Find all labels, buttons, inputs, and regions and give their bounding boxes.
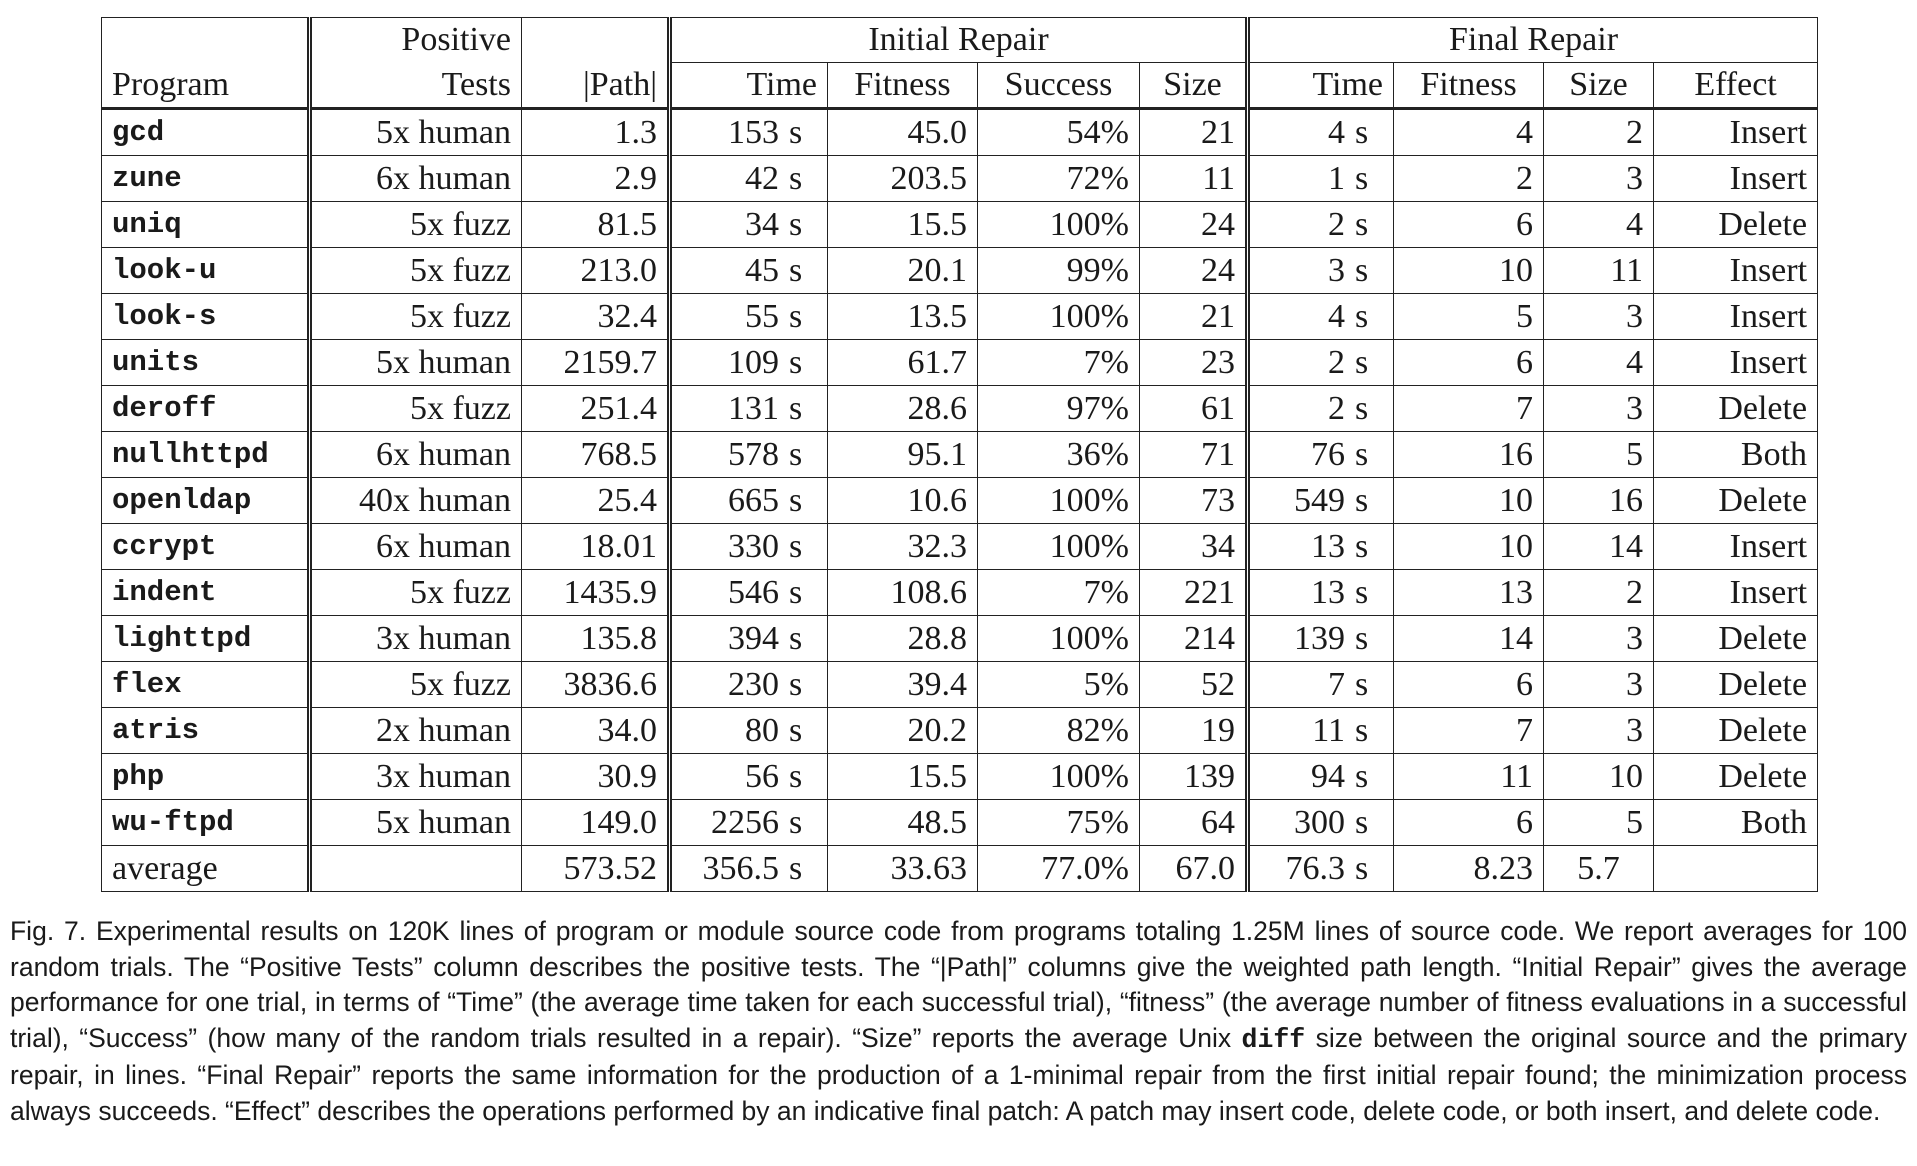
cell-initial-time-value: 330 xyxy=(728,527,779,565)
cell-path: 213.0 xyxy=(522,248,670,294)
cell-path: 2.9 xyxy=(522,156,670,202)
cell-average-initial-size: 67.0 xyxy=(1140,846,1248,892)
cell-final-size: 3 xyxy=(1544,386,1654,432)
cell-final-time-unit: s xyxy=(1355,113,1369,151)
cell-positive-tests: 6x human xyxy=(310,156,522,202)
cell-effect: Insert xyxy=(1654,156,1818,202)
cell-initial-time xyxy=(670,202,828,248)
cell-final-time-unit: s xyxy=(1355,757,1369,795)
cell-path: 25.4 xyxy=(522,478,670,524)
cell-final-time-value: 7 xyxy=(1328,665,1346,703)
cell-effect: Delete xyxy=(1654,662,1818,708)
cell-effect: Insert xyxy=(1654,524,1818,570)
cell-initial-fitness: 39.4 xyxy=(828,662,978,708)
header-initial-success: Success xyxy=(978,63,1140,109)
cell-initial-time-unit: s xyxy=(789,251,803,289)
cell-initial-time-value: 153 xyxy=(728,113,779,151)
cell-positive-tests: 5x fuzz xyxy=(310,570,522,616)
cell-average-final-time xyxy=(1248,846,1394,892)
cell-final-time-value: 76 xyxy=(1311,435,1346,473)
cell-initial-size: 61 xyxy=(1140,386,1248,432)
cell-final-fitness: 6 xyxy=(1394,202,1544,248)
cell-path: 2159.7 xyxy=(522,340,670,386)
cell-initial-size: 19 xyxy=(1140,708,1248,754)
cell-program: indent xyxy=(102,570,310,616)
cell-initial-success: 99% xyxy=(978,248,1140,294)
cell-path: 135.8 xyxy=(522,616,670,662)
cell-final-size: 16 xyxy=(1544,478,1654,524)
cell-initial-time-unit: s xyxy=(789,573,803,611)
cell-initial-success: 75% xyxy=(978,800,1140,846)
cell-initial-time-value: 2256 xyxy=(711,803,779,841)
cell-initial-success: 7% xyxy=(978,570,1140,616)
cell-initial-success: 100% xyxy=(978,754,1140,800)
cell-initial-time-unit: s xyxy=(789,527,803,565)
cell-path: 1435.9 xyxy=(522,570,670,616)
cell-final-time xyxy=(1248,340,1394,386)
cell-final-size: 2 xyxy=(1544,570,1654,616)
cell-average-initial-fitness: 33.63 xyxy=(828,846,978,892)
cell-initial-time xyxy=(670,754,828,800)
cell-final-time xyxy=(1248,386,1394,432)
cell-final-size: 5 xyxy=(1544,800,1654,846)
cell-average-tests xyxy=(310,846,522,892)
cell-final-time-value: 94 xyxy=(1311,757,1346,795)
cell-final-time-unit: s xyxy=(1355,573,1369,611)
table-row xyxy=(102,109,1818,156)
cell-initial-time-value: 578 xyxy=(728,435,779,473)
cell-initial-size: 139 xyxy=(1140,754,1248,800)
cell-initial-success: 36% xyxy=(978,432,1140,478)
table-row xyxy=(102,570,1818,616)
cell-initial-fitness: 28.8 xyxy=(828,616,978,662)
cell-initial-success: 100% xyxy=(978,294,1140,340)
cell-initial-time xyxy=(670,662,828,708)
cell-initial-fitness: 48.5 xyxy=(828,800,978,846)
cell-final-time xyxy=(1248,248,1394,294)
cell-final-size: 11 xyxy=(1544,248,1654,294)
cell-final-time-unit: s xyxy=(1355,711,1369,749)
cell-final-time-value: 1 xyxy=(1328,159,1346,197)
cell-final-fitness: 6 xyxy=(1394,662,1544,708)
cell-initial-time xyxy=(670,708,828,754)
cell-initial-time xyxy=(670,524,828,570)
cell-program: zune xyxy=(102,156,310,202)
cell-final-size: 5 xyxy=(1544,432,1654,478)
results-table-container xyxy=(101,17,1817,892)
cell-initial-time xyxy=(670,800,828,846)
cell-initial-fitness: 28.6 xyxy=(828,386,978,432)
cell-program: lighttpd xyxy=(102,616,310,662)
cell-positive-tests: 5x fuzz xyxy=(310,202,522,248)
cell-initial-size: 221 xyxy=(1140,570,1248,616)
cell-path: 1.3 xyxy=(522,109,670,156)
cell-final-time-unit: s xyxy=(1355,619,1369,657)
cell-initial-time xyxy=(670,432,828,478)
cell-program: nullhttpd xyxy=(102,432,310,478)
header-effect: Effect xyxy=(1654,63,1818,109)
cell-effect: Insert xyxy=(1654,340,1818,386)
cell-final-fitness: 13 xyxy=(1394,570,1544,616)
cell-initial-fitness: 15.5 xyxy=(828,754,978,800)
cell-initial-time xyxy=(670,294,828,340)
cell-initial-time-unit: s xyxy=(789,297,803,335)
cell-positive-tests: 5x human xyxy=(310,800,522,846)
cell-initial-success: 100% xyxy=(978,524,1140,570)
cell-final-fitness: 11 xyxy=(1394,754,1544,800)
cell-average-final-time-value: 76.3 xyxy=(1285,849,1346,887)
cell-initial-fitness: 20.2 xyxy=(828,708,978,754)
cell-initial-success: 7% xyxy=(978,340,1140,386)
table-row-average xyxy=(102,846,1818,892)
cell-initial-time xyxy=(670,109,828,156)
cell-final-time-unit: s xyxy=(1355,481,1369,519)
cell-positive-tests: 2x human xyxy=(310,708,522,754)
cell-final-time xyxy=(1248,294,1394,340)
cell-final-fitness: 4 xyxy=(1394,109,1544,156)
cell-final-size: 14 xyxy=(1544,524,1654,570)
cell-final-time-value: 2 xyxy=(1328,343,1346,381)
cell-initial-fitness: 15.5 xyxy=(828,202,978,248)
results-table xyxy=(101,17,1818,892)
cell-final-time xyxy=(1248,570,1394,616)
cell-positive-tests: 3x human xyxy=(310,754,522,800)
table-row xyxy=(102,662,1818,708)
cell-program: wu-ftpd xyxy=(102,800,310,846)
cell-initial-fitness: 20.1 xyxy=(828,248,978,294)
cell-initial-size: 214 xyxy=(1140,616,1248,662)
header-initial-repair: Initial Repair xyxy=(670,18,1248,63)
cell-effect: Delete xyxy=(1654,478,1818,524)
cell-initial-time xyxy=(670,570,828,616)
figure-caption xyxy=(10,914,1907,1129)
cell-initial-time-value: 109 xyxy=(728,343,779,381)
cell-initial-time xyxy=(670,248,828,294)
cell-final-time-value: 4 xyxy=(1328,297,1346,335)
header-path: |Path| xyxy=(522,63,670,109)
cell-initial-time-value: 665 xyxy=(728,481,779,519)
cell-program: ccrypt xyxy=(102,524,310,570)
cell-initial-fitness: 10.6 xyxy=(828,478,978,524)
cell-final-time-unit: s xyxy=(1355,297,1369,335)
cell-initial-time-unit: s xyxy=(789,389,803,427)
cell-initial-size: 73 xyxy=(1140,478,1248,524)
cell-initial-time-value: 131 xyxy=(728,389,779,427)
cell-initial-time-unit: s xyxy=(789,619,803,657)
cell-final-fitness: 10 xyxy=(1394,478,1544,524)
cell-initial-time-value: 394 xyxy=(728,619,779,657)
cell-program: openldap xyxy=(102,478,310,524)
cell-initial-success: 100% xyxy=(978,616,1140,662)
cell-path: 149.0 xyxy=(522,800,670,846)
cell-initial-time-unit: s xyxy=(789,757,803,795)
cell-program: flex xyxy=(102,662,310,708)
table-row xyxy=(102,800,1818,846)
cell-initial-size: 11 xyxy=(1140,156,1248,202)
cell-final-time-unit: s xyxy=(1355,803,1369,841)
cell-positive-tests: 5x fuzz xyxy=(310,248,522,294)
cell-final-size: 3 xyxy=(1544,294,1654,340)
header-row-groups xyxy=(102,18,1818,63)
header-initial-size: Size xyxy=(1140,63,1248,109)
cell-final-fitness: 6 xyxy=(1394,340,1544,386)
cell-initial-time-value: 80 xyxy=(745,711,779,749)
cell-initial-time xyxy=(670,156,828,202)
cell-final-size: 10 xyxy=(1544,754,1654,800)
cell-final-time xyxy=(1248,109,1394,156)
cell-initial-time-unit: s xyxy=(789,435,803,473)
cell-initial-time xyxy=(670,386,828,432)
cell-initial-time-unit: s xyxy=(789,113,803,151)
cell-effect: Insert xyxy=(1654,109,1818,156)
cell-final-time-unit: s xyxy=(1355,527,1369,565)
cell-final-time xyxy=(1248,800,1394,846)
cell-final-time-value: 549 xyxy=(1294,481,1346,519)
cell-final-time-value: 2 xyxy=(1328,389,1346,427)
cell-initial-fitness: 13.5 xyxy=(828,294,978,340)
cell-final-size: 3 xyxy=(1544,708,1654,754)
table-row xyxy=(102,386,1818,432)
header-final-size: Size xyxy=(1544,63,1654,109)
cell-initial-time xyxy=(670,616,828,662)
cell-final-fitness: 16 xyxy=(1394,432,1544,478)
cell-initial-size: 23 xyxy=(1140,340,1248,386)
header-program-top xyxy=(102,18,310,63)
cell-initial-time-value: 45 xyxy=(745,251,779,289)
cell-initial-size: 21 xyxy=(1140,109,1248,156)
cell-initial-size: 21 xyxy=(1140,294,1248,340)
cell-final-time-unit: s xyxy=(1355,159,1369,197)
cell-final-time-value: 13 xyxy=(1311,573,1346,611)
table-row xyxy=(102,708,1818,754)
header-program: Program xyxy=(102,63,310,109)
cell-path: 81.5 xyxy=(522,202,670,248)
header-final-time: Time xyxy=(1248,63,1394,109)
cell-initial-success: 5% xyxy=(978,662,1140,708)
cell-final-fitness: 6 xyxy=(1394,800,1544,846)
cell-initial-time-value: 56 xyxy=(745,757,779,795)
header-initial-time: Time xyxy=(670,63,828,109)
cell-initial-time-value: 34 xyxy=(745,205,779,243)
cell-positive-tests: 6x human xyxy=(310,524,522,570)
cell-final-size: 4 xyxy=(1544,340,1654,386)
cell-initial-success: 54% xyxy=(978,109,1140,156)
cell-final-time-unit: s xyxy=(1355,665,1369,703)
cell-path: 18.01 xyxy=(522,524,670,570)
cell-final-time xyxy=(1248,478,1394,524)
cell-final-size: 3 xyxy=(1544,156,1654,202)
table-row xyxy=(102,294,1818,340)
cell-effect: Both xyxy=(1654,800,1818,846)
header-final-fitness: Fitness xyxy=(1394,63,1544,109)
cell-final-time xyxy=(1248,754,1394,800)
cell-initial-time xyxy=(670,340,828,386)
cell-initial-success: 72% xyxy=(978,156,1140,202)
cell-final-fitness: 7 xyxy=(1394,708,1544,754)
cell-final-time xyxy=(1248,662,1394,708)
cell-initial-time xyxy=(670,478,828,524)
cell-initial-fitness: 61.7 xyxy=(828,340,978,386)
cell-program: look-s xyxy=(102,294,310,340)
cell-final-time-value: 3 xyxy=(1328,251,1346,289)
table-row xyxy=(102,156,1818,202)
cell-average-path: 573.52 xyxy=(522,846,670,892)
cell-initial-success: 97% xyxy=(978,386,1140,432)
cell-final-time-unit: s xyxy=(1355,251,1369,289)
cell-final-time-unit: s xyxy=(1355,435,1369,473)
cell-initial-fitness: 108.6 xyxy=(828,570,978,616)
cell-initial-success: 100% xyxy=(978,478,1140,524)
cell-final-time-value: 13 xyxy=(1311,527,1346,565)
caption-text-2: size between the original source and the primary repair, in lines. “Final Repair” reports the same information for the production of a 1-minimal repair from the first initial repair found; the minimization process always succeeds. “Effect” describes the operations performed by an indicative final patch: A patch may insert code, delete code, or both insert, and delete code. xyxy=(10,1022,1907,1126)
cell-initial-time-value: 42 xyxy=(745,159,779,197)
cell-final-time-unit: s xyxy=(1355,389,1369,427)
cell-effect: Delete xyxy=(1654,754,1818,800)
cell-average-initial-time xyxy=(670,846,828,892)
cell-positive-tests: 5x fuzz xyxy=(310,294,522,340)
header-row-columns xyxy=(102,63,1818,109)
cell-average-final-fitness: 8.23 xyxy=(1394,846,1544,892)
cell-initial-size: 24 xyxy=(1140,202,1248,248)
cell-initial-time-value: 230 xyxy=(728,665,779,703)
cell-initial-size: 34 xyxy=(1140,524,1248,570)
cell-initial-time-unit: s xyxy=(789,343,803,381)
header-path-top xyxy=(522,18,670,63)
cell-initial-fitness: 95.1 xyxy=(828,432,978,478)
cell-initial-success: 100% xyxy=(978,202,1140,248)
cell-final-time xyxy=(1248,202,1394,248)
cell-final-time xyxy=(1248,156,1394,202)
cell-initial-fitness: 45.0 xyxy=(828,109,978,156)
cell-effect: Insert xyxy=(1654,248,1818,294)
cell-effect: Insert xyxy=(1654,294,1818,340)
cell-path: 30.9 xyxy=(522,754,670,800)
cell-effect: Delete xyxy=(1654,616,1818,662)
cell-program: uniq xyxy=(102,202,310,248)
cell-effect: Delete xyxy=(1654,708,1818,754)
cell-initial-time-value: 546 xyxy=(728,573,779,611)
cell-path: 251.4 xyxy=(522,386,670,432)
cell-final-time xyxy=(1248,432,1394,478)
cell-final-time-unit: s xyxy=(1355,205,1369,243)
caption-code-diff: diff xyxy=(1241,1024,1306,1055)
cell-final-time xyxy=(1248,708,1394,754)
cell-positive-tests: 5x fuzz xyxy=(310,662,522,708)
caption-text-1: Fig. 7. Experimental results on 120K lines of program or module source code from programs totaling 1.25M lines of source code. We report averages for 100 random trials. The “Positive Tests” column describes the positive tests. The “|Path|” columns give the weighted path length. “Initial Repair” gives the average performance for one trial, in terms of “Time” (the average time taken for each successful trial), “fitness” (the average number of fitness evaluations in a successful trial), “Success” (how many of the random trials resulted in a repair). “Size” reports the average Unix xyxy=(10,916,1907,1053)
cell-initial-size: 52 xyxy=(1140,662,1248,708)
cell-positive-tests: 5x fuzz xyxy=(310,386,522,432)
cell-positive-tests: 5x human xyxy=(310,340,522,386)
cell-program: units xyxy=(102,340,310,386)
cell-initial-size: 71 xyxy=(1140,432,1248,478)
header-positive-line1: Positive xyxy=(310,18,522,63)
cell-average-initial-time-value: 356.5 xyxy=(702,849,779,887)
cell-final-time-value: 2 xyxy=(1328,205,1346,243)
table-row xyxy=(102,248,1818,294)
cell-positive-tests: 40x human xyxy=(310,478,522,524)
cell-positive-tests: 6x human xyxy=(310,432,522,478)
cell-initial-size: 64 xyxy=(1140,800,1248,846)
cell-average-initial-time-unit: s xyxy=(789,849,803,887)
cell-path: 32.4 xyxy=(522,294,670,340)
cell-program: php xyxy=(102,754,310,800)
cell-final-time-value: 139 xyxy=(1294,619,1346,657)
cell-initial-time-unit: s xyxy=(789,481,803,519)
cell-final-time-value: 4 xyxy=(1328,113,1346,151)
cell-final-time xyxy=(1248,616,1394,662)
cell-final-fitness: 14 xyxy=(1394,616,1544,662)
header-initial-fitness: Fitness xyxy=(828,63,978,109)
cell-program: atris xyxy=(102,708,310,754)
cell-final-fitness: 2 xyxy=(1394,156,1544,202)
cell-final-size: 2 xyxy=(1544,109,1654,156)
cell-average-initial-success: 77.0% xyxy=(978,846,1140,892)
cell-initial-time-unit: s xyxy=(789,665,803,703)
cell-final-time xyxy=(1248,524,1394,570)
cell-final-fitness: 7 xyxy=(1394,386,1544,432)
cell-final-size: 3 xyxy=(1544,662,1654,708)
cell-positive-tests: 5x human xyxy=(310,109,522,156)
cell-effect: Delete xyxy=(1654,386,1818,432)
cell-initial-time-value: 55 xyxy=(745,297,779,335)
cell-path: 34.0 xyxy=(522,708,670,754)
cell-final-fitness: 10 xyxy=(1394,248,1544,294)
table-row xyxy=(102,754,1818,800)
cell-initial-fitness: 32.3 xyxy=(828,524,978,570)
cell-initial-size: 24 xyxy=(1140,248,1248,294)
cell-average-label: average xyxy=(102,846,310,892)
cell-initial-fitness: 203.5 xyxy=(828,156,978,202)
cell-final-size: 3 xyxy=(1544,616,1654,662)
table-row xyxy=(102,478,1818,524)
cell-program: look-u xyxy=(102,248,310,294)
cell-final-time-value: 300 xyxy=(1294,803,1346,841)
cell-final-fitness: 5 xyxy=(1394,294,1544,340)
cell-effect: Both xyxy=(1654,432,1818,478)
cell-program: deroff xyxy=(102,386,310,432)
table-row xyxy=(102,340,1818,386)
table-row xyxy=(102,616,1818,662)
cell-final-time-value: 11 xyxy=(1312,711,1346,749)
cell-initial-time-unit: s xyxy=(789,803,803,841)
cell-final-fitness: 10 xyxy=(1394,524,1544,570)
cell-average-final-size: 5.7 xyxy=(1544,846,1654,892)
cell-program: gcd xyxy=(102,109,310,156)
table-row xyxy=(102,202,1818,248)
cell-final-time-unit: s xyxy=(1355,343,1369,381)
cell-path: 3836.6 xyxy=(522,662,670,708)
cell-average-final-time-unit: s xyxy=(1355,849,1369,887)
table-body xyxy=(102,109,1818,892)
cell-final-size: 4 xyxy=(1544,202,1654,248)
cell-initial-time-unit: s xyxy=(789,711,803,749)
table-row xyxy=(102,432,1818,478)
cell-effect: Delete xyxy=(1654,202,1818,248)
cell-average-effect xyxy=(1654,846,1818,892)
cell-initial-time-unit: s xyxy=(789,205,803,243)
cell-initial-time-unit: s xyxy=(789,159,803,197)
cell-path: 768.5 xyxy=(522,432,670,478)
cell-effect: Insert xyxy=(1654,570,1818,616)
header-final-repair: Final Repair xyxy=(1248,18,1818,63)
cell-initial-success: 82% xyxy=(978,708,1140,754)
table-row xyxy=(102,524,1818,570)
cell-positive-tests: 3x human xyxy=(310,616,522,662)
header-positive-line2: Tests xyxy=(310,63,522,109)
